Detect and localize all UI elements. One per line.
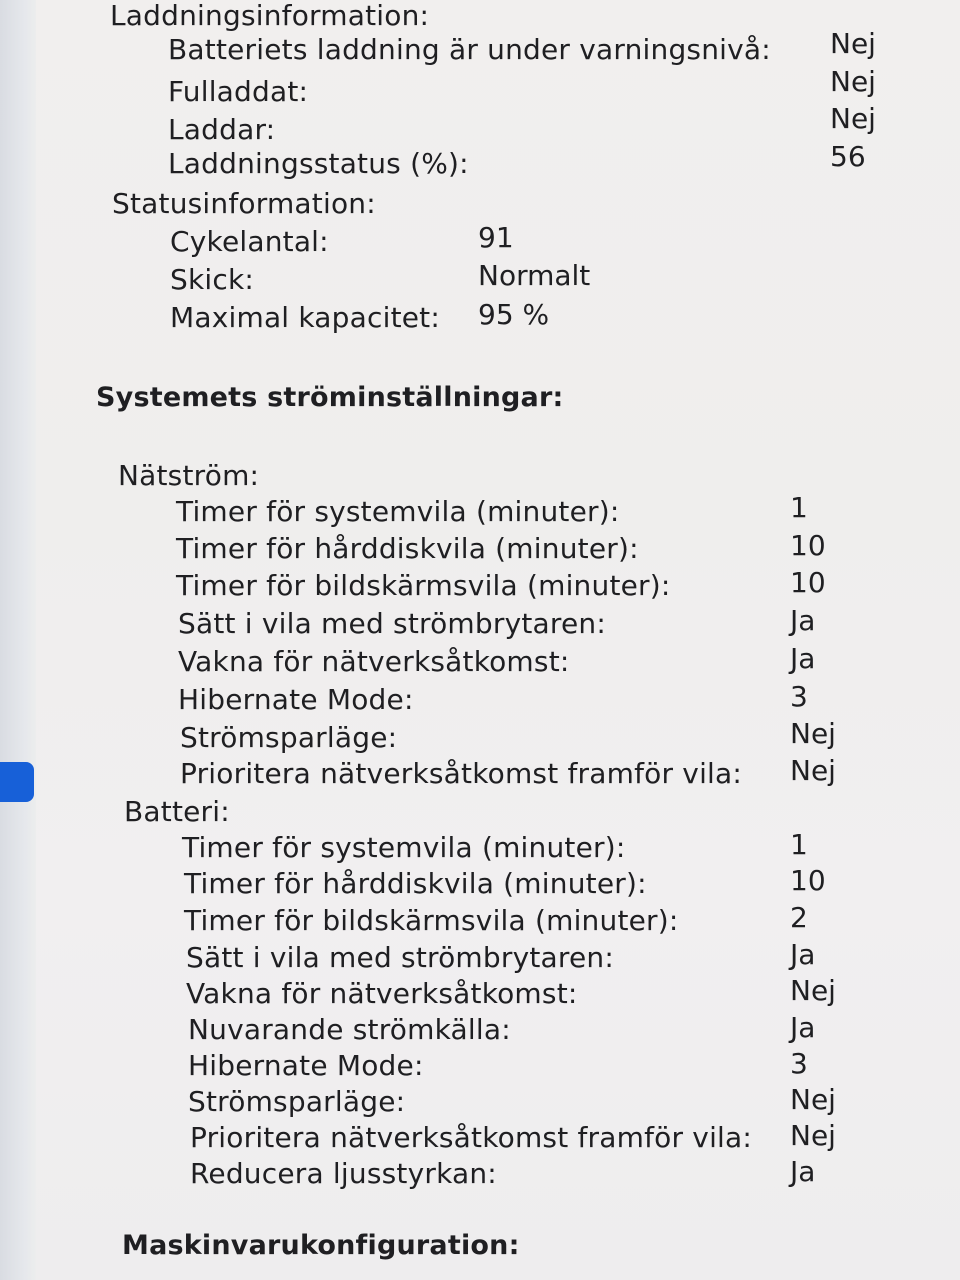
status-row-value: Normalt (478, 259, 591, 292)
charging-row-label: Batteriets laddning är under varningsnivå: (168, 33, 771, 66)
hardware-config-heading: Maskinvarukonfiguration: (122, 1230, 520, 1261)
charging-row-label: Laddar: (168, 113, 276, 146)
charging-info-heading: Laddningsinformation: (110, 0, 430, 32)
ac-row-label: Timer för systemvila (minuter): (176, 495, 620, 528)
status-row-value: 91 (478, 221, 514, 254)
battery-row-label: Timer för hårddiskvila (minuter): (184, 867, 647, 900)
ac-power-heading: Nätström: (118, 459, 260, 492)
ac-row-value: Ja (790, 642, 816, 675)
status-row-label: Cykelantal: (170, 225, 329, 258)
battery-row-value: Nej (790, 1119, 836, 1152)
battery-row-value: Nej (790, 1083, 836, 1116)
ac-row-label: Timer för bildskärmsvila (minuter): (176, 569, 671, 602)
ac-row-label: Timer för hårddiskvila (minuter): (176, 532, 639, 565)
ac-row-label: Vakna för nätverksåtkomst: (178, 645, 570, 678)
battery-row-value: Ja (790, 1155, 816, 1188)
battery-row-value: 10 (790, 864, 826, 897)
battery-row-value: 3 (790, 1047, 808, 1080)
charging-row-value: Nej (830, 65, 876, 98)
ac-row-value: 10 (790, 529, 826, 562)
charging-row-value: Nej (830, 102, 876, 135)
battery-row-label: Strömsparläge: (188, 1085, 406, 1118)
battery-row-label: Timer för systemvila (minuter): (182, 831, 626, 864)
ac-row-label: Hibernate Mode: (178, 683, 414, 716)
battery-row-label: Nuvarande strömkälla: (188, 1013, 511, 1046)
battery-row-label: Prioritera nätverksåtkomst framför vila: (190, 1121, 753, 1154)
ac-row-label: Strömsparläge: (180, 721, 398, 754)
status-row-label: Skick: (170, 263, 255, 296)
ac-row-value: 3 (790, 680, 808, 713)
status-row-label: Maximal kapacitet: (170, 301, 440, 334)
power-settings-heading: Systemets ströminställningar: (96, 382, 564, 413)
ac-row-value: Ja (790, 604, 816, 637)
ac-row-value: Nej (790, 754, 836, 787)
charging-row-label: Laddningsstatus (%): (168, 147, 469, 180)
battery-row-label: Hibernate Mode: (188, 1049, 424, 1082)
battery-row-value: 2 (790, 901, 808, 934)
charging-row-value: Nej (830, 27, 876, 60)
ac-row-label: Prioritera nätverksåtkomst framför vila: (180, 757, 743, 790)
battery-row-label: Sätt i vila med strömbrytaren: (186, 941, 614, 974)
battery-row-value: 1 (790, 828, 808, 861)
ac-row-value: Nej (790, 717, 836, 750)
battery-heading: Batteri: (124, 795, 230, 828)
status-row-value: 95 % (478, 298, 550, 331)
battery-row-value: Ja (790, 1011, 816, 1044)
battery-row-label: Reducera ljusstyrkan: (190, 1157, 497, 1190)
ac-row-value: 10 (790, 566, 826, 599)
charging-row-label: Fulladdat: (168, 75, 309, 108)
charging-row-value: 56 (830, 140, 866, 173)
battery-row-value: Nej (790, 974, 836, 1007)
status-info-heading: Statusinformation: (112, 187, 376, 220)
ac-row-label: Sätt i vila med strömbrytaren: (178, 607, 606, 640)
ac-row-value: 1 (790, 491, 808, 524)
battery-row-label: Vakna för nätverksåtkomst: (186, 977, 578, 1010)
battery-row-value: Ja (790, 938, 816, 971)
battery-row-label: Timer för bildskärmsvila (minuter): (184, 904, 679, 937)
